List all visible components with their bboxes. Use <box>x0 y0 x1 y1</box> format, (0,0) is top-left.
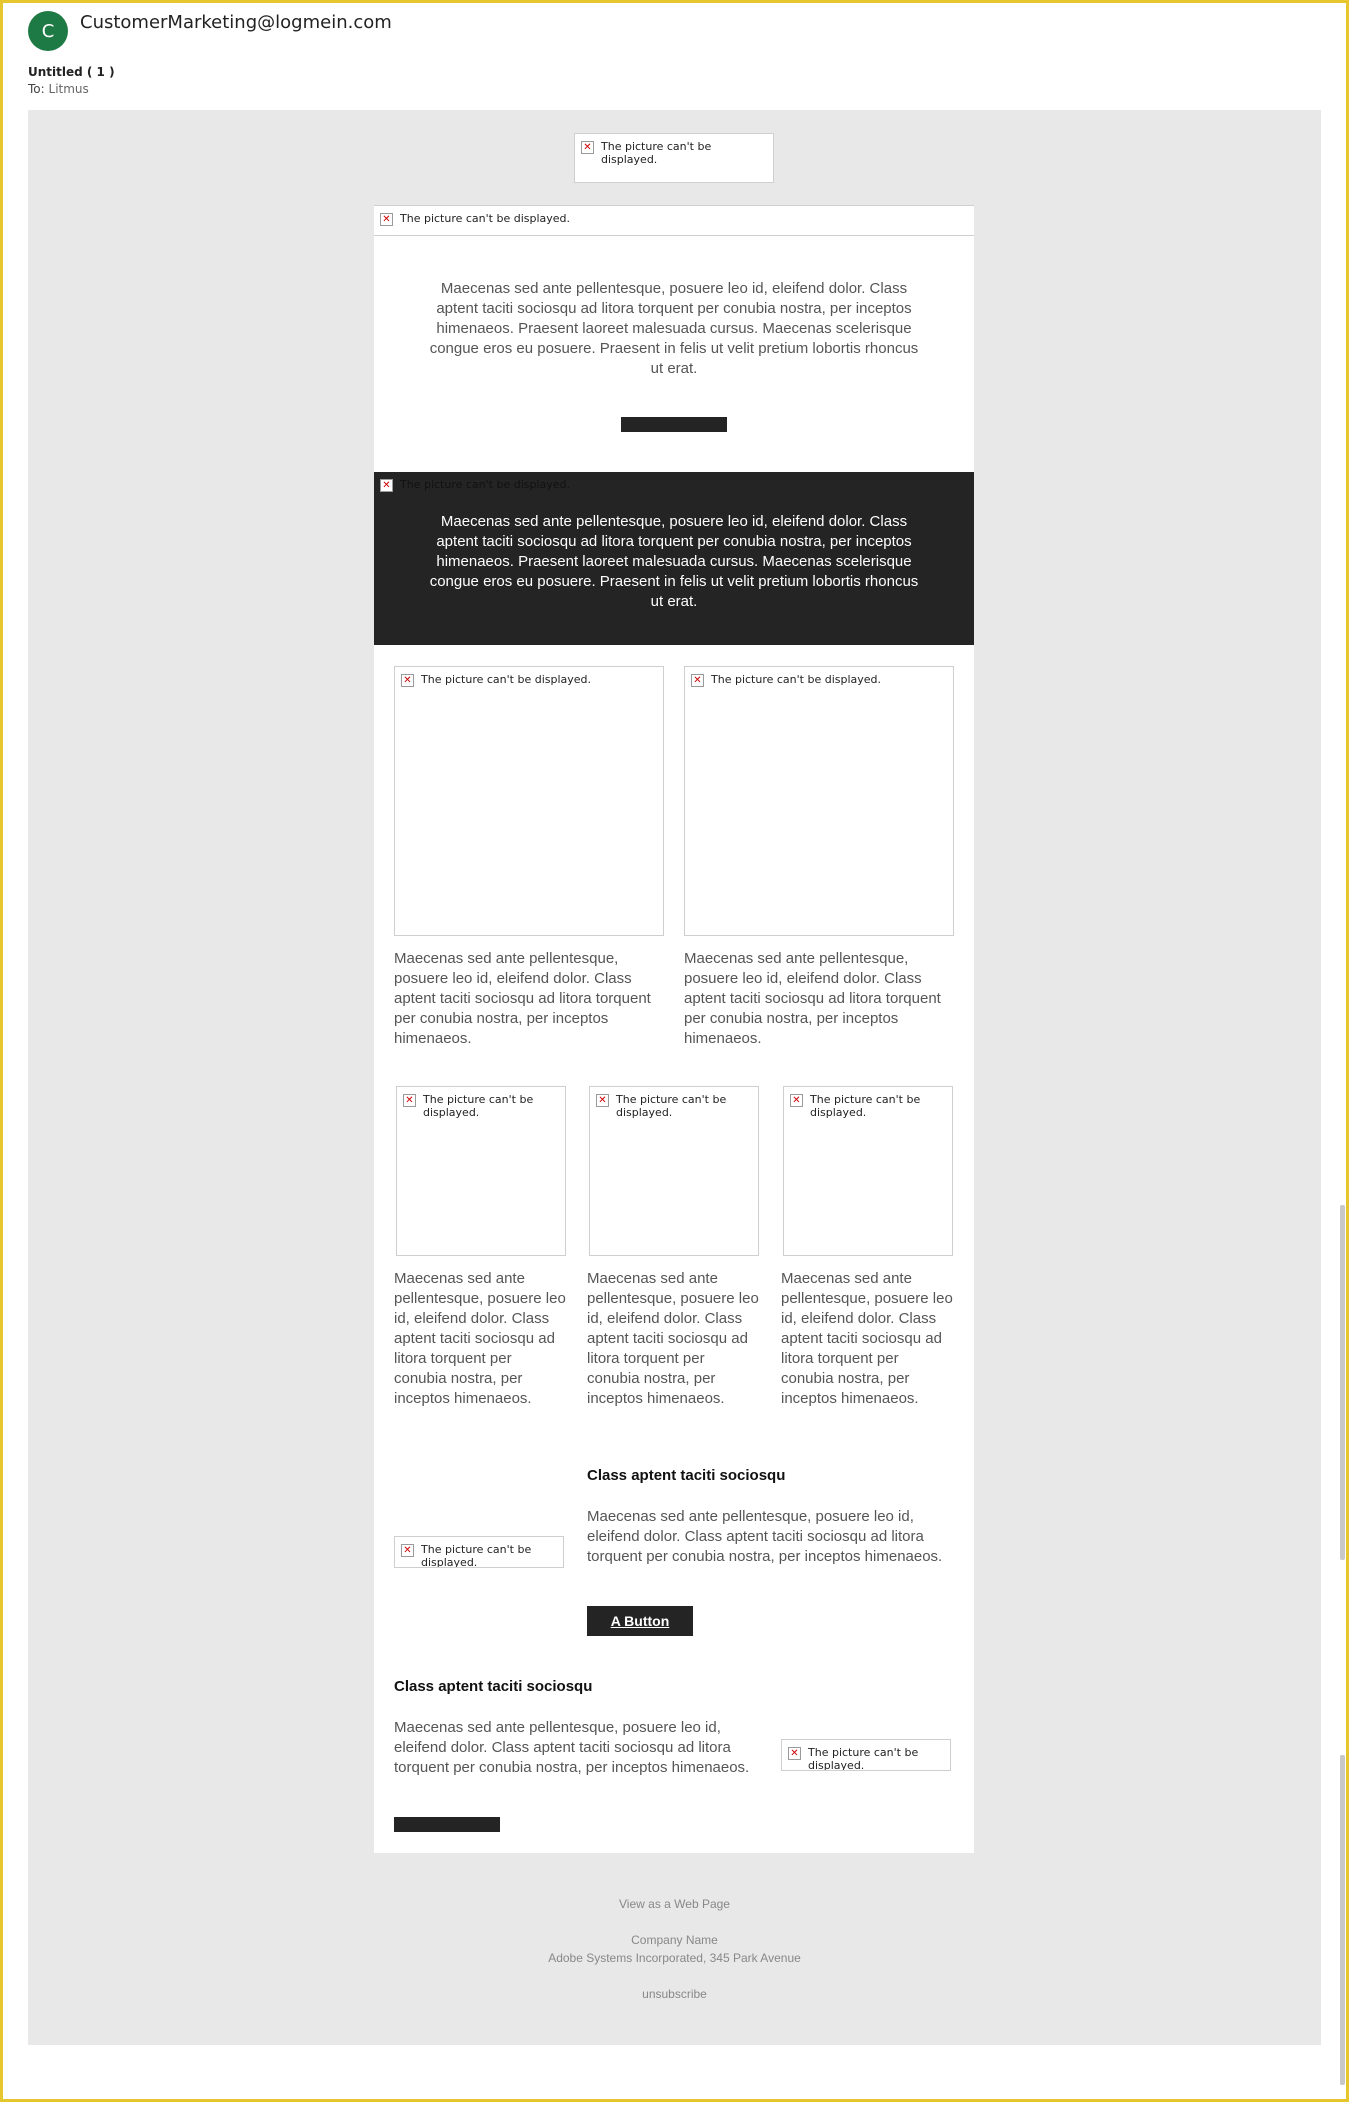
broken-image-icon: ✕ <box>596 1094 609 1107</box>
email-body <box>374 205 974 1853</box>
broken-image-text: The picture can't be displayed. <box>616 1093 727 1119</box>
unsubscribe-link[interactable]: unsubscribe <box>642 1987 707 2001</box>
view-web-page-link[interactable]: View as a Web Page <box>619 1897 730 1911</box>
broken-image-icon: ✕ <box>790 1094 803 1107</box>
broken-image-icon: ✕ <box>581 141 594 154</box>
email-canvas <box>28 110 1321 2045</box>
a-button[interactable]: A Button <box>587 1606 693 1636</box>
feature-heading-2: Class aptent taciti sociosqu <box>394 1678 593 1695</box>
broken-image-icon: ✕ <box>380 213 393 226</box>
three-col-image-1 <box>396 1086 566 1256</box>
broken-image-text: The picture can't be displayed. <box>400 212 571 225</box>
dark-band-paragraph: Maecenas sed ante pellentesque, posuere leo id, eleifend dolor. Class aptent taciti sociosqu ad litora torquent per conubia nostra, per inceptos himenaeos. Praesent laoreet malesuada cursus. Maecenas scelerisque congue eros eu posuere. Praesent in felis ut velit pretium lobortis rhoncus ut erat. <box>429 513 919 610</box>
dark-band-broken-image <box>374 472 974 496</box>
three-col-text-3: Maecenas sed ante pellentesque, posuere leo id, eleifend dolor. Class aptent taciti sociosqu ad litora torquent per conubia nostra, per inceptos himenaeos. <box>781 1270 953 1407</box>
broken-image-text: The picture can't be displayed. <box>810 1093 921 1119</box>
intro-button[interactable] <box>621 417 727 432</box>
broken-image-icon: ✕ <box>380 479 393 492</box>
scrollbar-thumb[interactable] <box>1340 1205 1345 1560</box>
two-col-image-left <box>394 666 664 936</box>
broken-image-icon: ✕ <box>401 674 414 687</box>
broken-image-text: The picture can't be displayed. <box>808 1746 919 1771</box>
footer-company: Company Name <box>631 1933 718 1947</box>
sender-avatar: C <box>28 11 68 51</box>
logo-broken-image <box>574 133 774 183</box>
feature-image-right <box>781 1739 951 1771</box>
broken-image-text: The picture can't be displayed. <box>421 673 592 686</box>
broken-image-text: The picture can't be displayed. <box>400 478 571 491</box>
feature-heading-1: Class aptent taciti sociosqu <box>587 1467 786 1484</box>
two-col-image-right <box>684 666 954 936</box>
dark-band <box>374 472 974 645</box>
broken-image-text: The picture can't be displayed. <box>423 1093 534 1119</box>
subject-line: Untitled ( 1 ) <box>28 65 115 79</box>
broken-image-icon: ✕ <box>788 1747 801 1760</box>
feature-button-2[interactable] <box>394 1817 500 1832</box>
three-col-image-3 <box>783 1086 953 1256</box>
scrollbar-thumb-lower[interactable] <box>1340 1755 1345 2085</box>
sender-email[interactable]: CustomerMarketing@logmein.com <box>80 12 392 33</box>
broken-image-text: The picture can't be displayed. <box>421 1543 532 1568</box>
intro-paragraph: Maecenas sed ante pellentesque, posuere leo id, eleifend dolor. Class aptent taciti sociosqu ad litora torquent per conubia nostra, per inceptos himenaeos. Praesent laoreet malesuada cursus. Maecenas scelerisque congue eros eu posuere. Praesent in felis ut velit pretium lobortis rhoncus ut erat. <box>429 280 919 377</box>
sender-block <box>28 11 68 51</box>
two-col-text-left: Maecenas sed ante pellentesque, posuere leo id, eleifend dolor. Class aptent taciti sociosqu ad litora torquent per conubia nostra, per inceptos himenaeos. <box>394 950 651 1047</box>
to-line <box>28 82 89 96</box>
broken-image-icon: ✕ <box>691 674 704 687</box>
to-recipient[interactable]: Litmus <box>48 82 89 96</box>
footer-address: Adobe Systems Incorporated, 345 Park Avenue <box>548 1951 801 1965</box>
broken-image-text: The picture can't be displayed. <box>601 140 712 166</box>
hero-broken-image <box>374 205 974 236</box>
feature-image-left <box>394 1536 564 1568</box>
three-col-text-2: Maecenas sed ante pellentesque, posuere leo id, eleifend dolor. Class aptent taciti sociosqu ad litora torquent per conubia nostra, per inceptos himenaeos. <box>587 1270 759 1407</box>
feature-text-1: Maecenas sed ante pellentesque, posuere leo id, eleifend dolor. Class aptent taciti sociosqu ad litora torquent per conubia nostra, per inceptos himenaeos. <box>587 1508 943 1565</box>
two-col-text-right: Maecenas sed ante pellentesque, posuere leo id, eleifend dolor. Class aptent taciti sociosqu ad litora torquent per conubia nostra, per inceptos himenaeos. <box>684 950 941 1047</box>
three-col-text-1: Maecenas sed ante pellentesque, posuere leo id, eleifend dolor. Class aptent taciti sociosqu ad litora torquent per conubia nostra, per inceptos himenaeos. <box>394 1270 566 1407</box>
broken-image-icon: ✕ <box>401 1544 414 1557</box>
to-label: To: <box>28 82 45 96</box>
three-col-image-2 <box>589 1086 759 1256</box>
broken-image-icon: ✕ <box>403 1094 416 1107</box>
feature-text-2: Maecenas sed ante pellentesque, posuere leo id, eleifend dolor. Class aptent taciti sociosqu ad litora torquent per conubia nostra, per inceptos himenaeos. <box>394 1719 750 1776</box>
broken-image-text: The picture can't be displayed. <box>711 673 882 686</box>
